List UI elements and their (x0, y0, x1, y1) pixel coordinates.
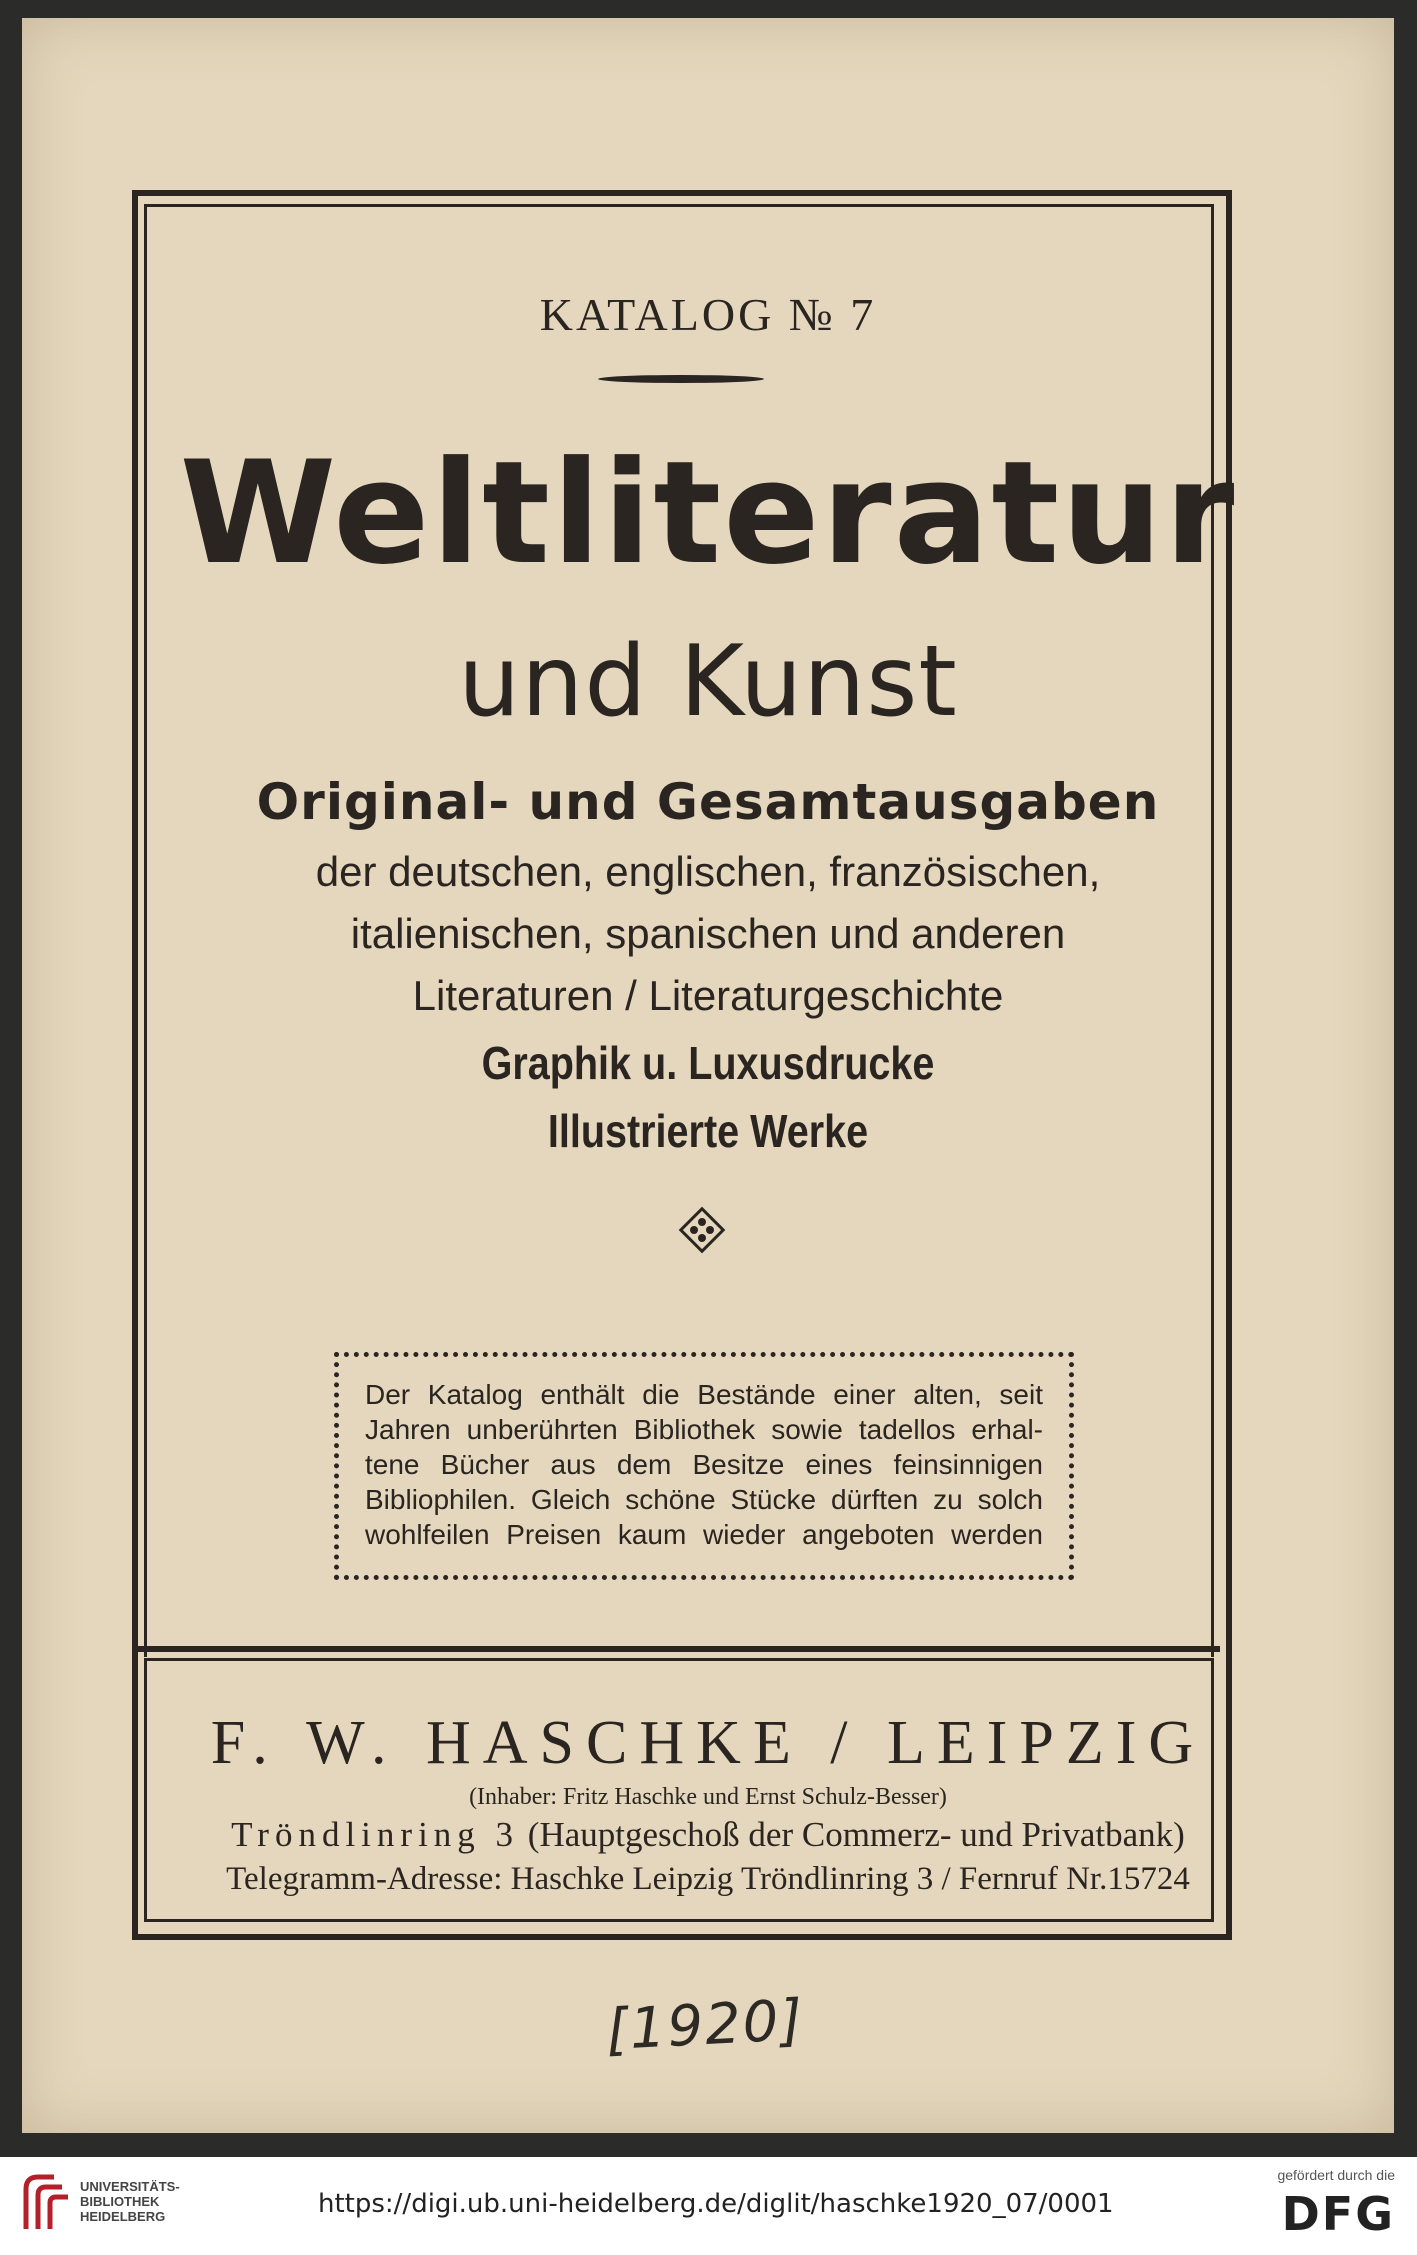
frame-divider (138, 1646, 1220, 1652)
description-line: der deutschen, englischen, französischen, (315, 848, 1101, 895)
dfg-logo[interactable]: DFG (1281, 2187, 1395, 2241)
notice-line: Bibliophilen. Gleich schöne Stücke dürften zu solch (365, 1484, 1043, 1515)
university-library-logo-icon[interactable] (18, 2171, 74, 2237)
address-detail: (Hauptgeschoß der Commerz- und Privatbank) (519, 1815, 1185, 1854)
catalog-number: KATALOG № 7 (539, 289, 877, 340)
notice-box (334, 1352, 1074, 1580)
description-line: italienischen, spanischen und anderen (350, 910, 1066, 957)
notice-line: wohlfeilen Preisen kaum wieder angeboten werden (365, 1519, 1043, 1550)
description-line: Literaturen / Literaturgeschichte (412, 972, 1004, 1019)
subtitle: und Kunst (458, 625, 958, 739)
owners-line: (Inhaber: Fritz Haschke und Ernst Schulz-Besser) (469, 1784, 947, 1810)
notice-line: tene Bücher aus dem Besitze eines feinsinnigen (365, 1449, 1043, 1480)
notice-line: Jahren unberührten Bibliothek sowie tadellos erhal- (365, 1414, 1043, 1445)
scanned-page (22, 18, 1394, 2133)
permalink-url[interactable]: https://digi.ub.uni-heidelberg.de/diglit/haschke1920_07/0001 (318, 2189, 1114, 2219)
telegram-line: Telegramm-Adresse: Haschke Leipzig Tröndlinring 3 / Fernruf Nr.15724 (226, 1861, 1190, 1897)
notice-line: Der Katalog enthält die Bestände einer alten, seit (365, 1379, 1043, 1410)
street: Tröndlinring 3 (231, 1815, 520, 1854)
bold-line-illustrated: Illustrierte Werke (547, 1105, 869, 1157)
diamond-ornament-icon (678, 1206, 726, 1254)
address-line (22, 1815, 1394, 1855)
viewer-footer-bar (0, 2157, 1417, 2255)
library-name: UNIVERSITÄTS- BIBLIOTHEK HEIDELBERG (80, 2179, 180, 2224)
heading-editions: Original- und Gesamtausgaben (256, 773, 1160, 831)
decorative-rule (598, 375, 764, 383)
funding-label: gefördert durch die (1277, 2167, 1395, 2183)
bold-line-graphik: Graphik u. Luxusdrucke (481, 1037, 935, 1089)
handwritten-date: [1920] (604, 1987, 806, 2064)
firm-name: F. W. HASCHKE / LEIPZIG (210, 1709, 1206, 1777)
main-title: Weltliteratur (179, 431, 1237, 596)
